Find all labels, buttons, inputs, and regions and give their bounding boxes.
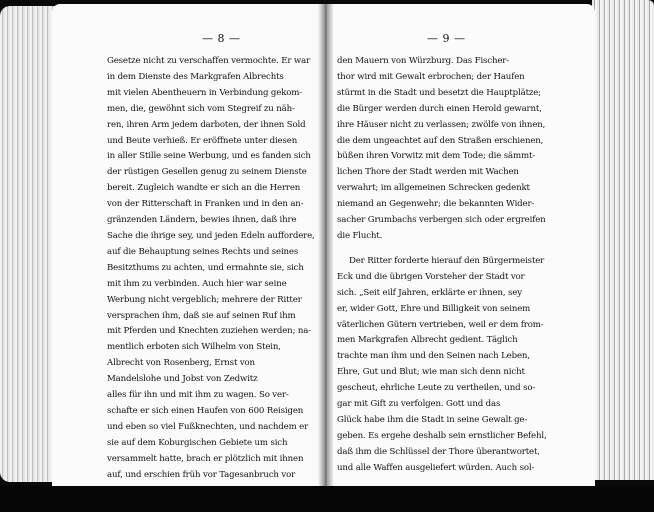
right-page-edges — [592, 0, 654, 480]
text-line: Glück habe ihm die Stadt in seine Gewalt ge- — [337, 414, 528, 425]
text-line: Mandelslohe und Jobst von Zedwitz — [107, 374, 258, 385]
text-line: ihre Häuser nicht zu verlassen; zwölfe von ihnen, — [337, 119, 546, 130]
text-line: men, die, gewöhnt sich vom Stegreif zu näh- — [107, 103, 295, 114]
left-page-number: — 8 — — [202, 32, 241, 45]
text-line: gar mit Gift zu verfolgen. Gott und das — [337, 399, 501, 410]
text-line: Ehre, Gut und Blut; wie man sich denn nicht — [337, 367, 525, 378]
right-page-number: — 9 — — [427, 32, 466, 45]
text-line: büßen ihren Vorwitz mit dem Tode; die sämmt- — [337, 151, 536, 162]
text-line: er, wider Gott, Ehre und Billigkeit von seinem — [337, 303, 531, 314]
text-line: die Bürger werden durch einen Herold gewarnt, — [337, 103, 542, 114]
text-line: verwahrt; im allgemeinen Schrecken gedenkt — [337, 183, 530, 194]
text-line: versammelt hatte, brach er plötzlich mit ihnen — [107, 453, 304, 464]
background-surface — [0, 486, 654, 512]
right-page-text — [337, 54, 559, 477]
text-line: und alle Waffen ausgeliefert würden. Auch sol- — [337, 462, 535, 473]
text-line: in dem Dienste des Markgrafen Albrechts — [107, 71, 284, 82]
text-line: Albrecht von Rosenberg, Ernst von — [107, 358, 255, 369]
text-line: Eck und die übrigen Vorsteher der Stadt vor — [337, 271, 525, 282]
text-line: Werbung nicht vergeblich; mehrere der Ritter — [107, 294, 302, 305]
right-page — [325, 4, 595, 486]
text-line: alles für ihn und mit ihm zu wagen. So ver- — [107, 390, 289, 401]
text-line: versprachen ihm, daß sie auf seinen Ruf ihm — [107, 310, 296, 321]
text-line: der rüstigen Gesellen genug zu seinem Dienste — [107, 167, 307, 178]
text-line: väterlichen Gütern vertrieben, weil er dem from- — [337, 319, 544, 330]
left-page-text — [107, 54, 321, 483]
text-line: von der Ritterschaft in Franken und in den an- — [107, 199, 304, 210]
text-line: schafte er sich einen Haufen von 600 Reisigen — [107, 405, 304, 416]
text-line: sich. „Seit eilf Jahren, erklärte er ihnen, sey — [337, 287, 522, 298]
text-line: stürmt in die Stadt und besetzt die Hauptplätze; — [337, 87, 541, 98]
book-gutter — [318, 4, 334, 486]
text-line: trachte man ihm und den Seinen nach Leben, — [337, 351, 530, 362]
text-line: thor wird mit Gewalt erbrochen; der Haufen — [337, 71, 525, 82]
text-line: mit Pferden und Knechten zuziehen werden; na- — [107, 326, 312, 337]
text-line: mit vielen Abentheuern in Verbindung gekom- — [107, 87, 303, 98]
text-line: die Flucht. — [337, 230, 383, 241]
text-line: niemand an Gegenwehr; die bekannten Wider- — [337, 199, 535, 210]
text-line: in aller Stille seine Werbung, und es fanden sich — [107, 151, 311, 162]
left-page-edges — [0, 6, 58, 482]
text-line: bereit. Zugleich wandte er sich an die Herren — [107, 183, 301, 194]
text-line: gränzenden Ländern, bewies ihnen, daß ihre — [107, 215, 297, 226]
text-line: daß ihm die Schlüssel der Thore überantwortet, — [337, 446, 540, 457]
text-line: und Beute verhieß. Er eröffnete unter diesen — [107, 135, 298, 146]
text-line: Gesetze nicht zu verschaffen vermochte. Er war — [107, 56, 311, 66]
text-line: sie auf dem Koburgischen Gebiete um sich — [107, 437, 288, 448]
text-line: geben. Es ergehe deshalb sein ernstlicher Befehl, — [337, 430, 547, 441]
text-line: den Mauern von Würzburg. Das Fischer- — [337, 56, 510, 66]
text-line: Sache die ihrige sey, und jeden Edeln auffordere, — [107, 230, 315, 241]
text-line: sacher Grumbachs verbergen sich oder ergreifen — [337, 215, 546, 226]
text-line: Besitzthums zu achten, und ermahnte sie, sich — [107, 262, 304, 273]
text-line: gescheut, ehrliche Leute zu vertheilen, und so- — [337, 383, 536, 394]
text-line: lichen Thore der Stadt werden mit Wachen — [337, 167, 519, 178]
text-line: und eben so viel Fußknechten, und nachdem er — [107, 421, 309, 432]
text-line: auf die Behauptung seines Rechts und seines — [107, 246, 299, 257]
left-page — [52, 4, 328, 486]
text-line: die dem ungeachtet auf den Straßen erschienen, — [337, 135, 544, 146]
text-line: mentlich erboten sich Wilhelm von Stein, — [107, 342, 281, 353]
text-line: Der Ritter forderte hierauf den Bürgermeister — [349, 255, 545, 266]
text-line: men Markgrafen Albrecht gedient. Täglich — [337, 335, 518, 346]
text-line: auf, und erschien früh vor Tagesanbruch vor — [107, 469, 296, 480]
text-line: ren, ihren Arm jedem darboten, der ihnen Sold — [107, 119, 306, 130]
text-line: mit ihm zu verbinden. Auch hier war seine — [107, 278, 287, 289]
